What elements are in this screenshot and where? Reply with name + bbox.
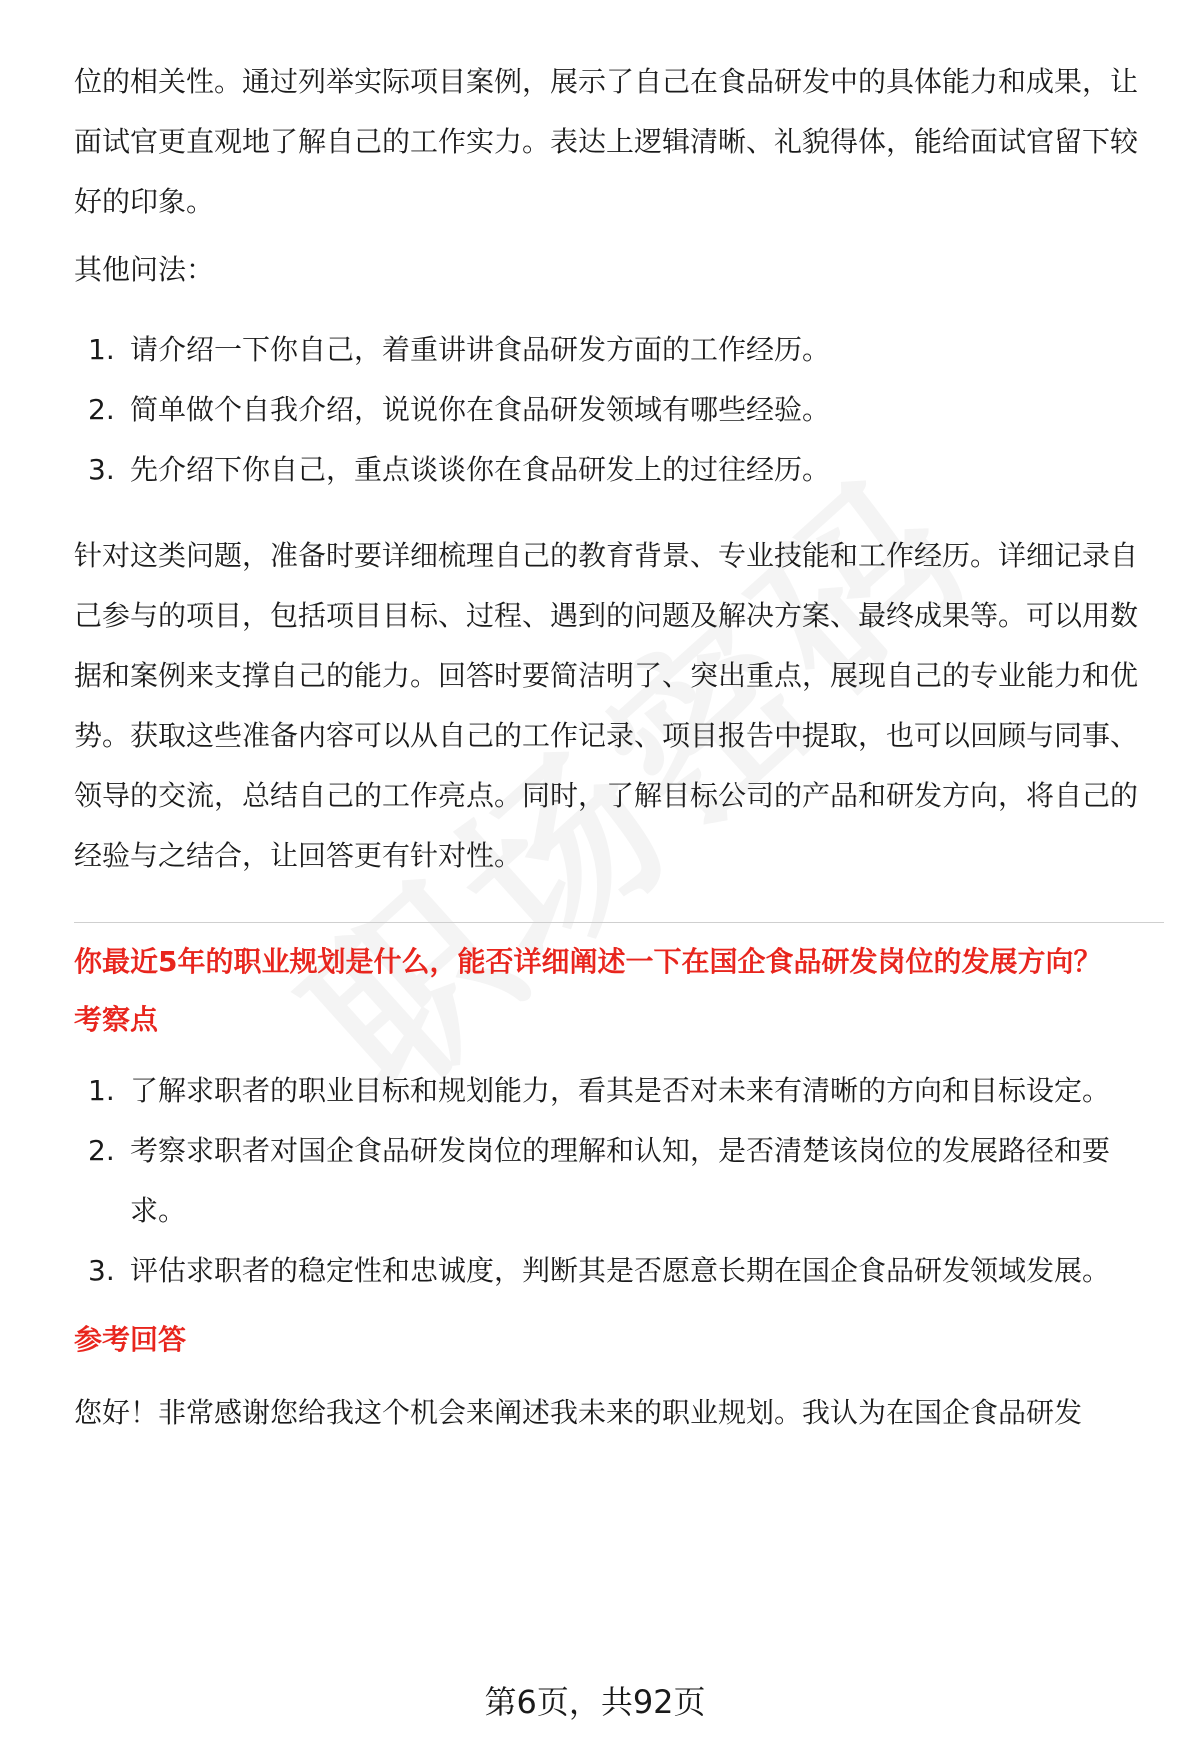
page-footer	[0, 1682, 1190, 1722]
list-item-text: 评估求职者的稳定性和忠诚度，判断其是否愿意长期在国企食品研发领域发展。	[130, 1254, 1111, 1287]
section-divider	[74, 922, 1164, 923]
list-number: 2.	[88, 393, 115, 426]
list-item	[74, 380, 1164, 440]
focus-label: 考察点	[74, 1003, 159, 1036]
intro-paragraph: 位的相关性。通过列举实际项目案例，展示了自己在食品研发中的具体能力和成果，让面试官更直观地了解自己的工作实力。表达上逻辑清晰、礼貌得体，能给面试官留下较好的印象。	[74, 65, 1139, 218]
focus-list	[74, 1061, 1164, 1301]
list-item-text: 了解求职者的职业目标和规划能力，看其是否对未来有清晰的方向和目标设定。	[130, 1074, 1111, 1107]
answer-paragraph: 您好！非常感谢您给我这个机会来阐述我未来的职业规划。我认为在国企食品研发	[74, 1396, 1083, 1429]
document-body	[74, 52, 1164, 1443]
page-number: 第6页，共92页	[484, 1683, 706, 1721]
prep-paragraph: 针对这类问题，准备时要详细梳理自己的教育背景、专业技能和工作经历。详细记录自己参与的项目，包括项目目标、过程、遇到的问题及解决方案、最终成果等。可以用数据和案例来支撑自己的能力。回答时要简洁明了、突出重点，展现自己的专业能力和优势。获取这些准备内容可以从自己的工作记录、项目报告中提取，也可以回顾与同事、领导的交流，总结自己的工作亮点。同时，了解目标公司的产品和研发方向，将自己的经验与之结合，让回答更有针对性。	[74, 539, 1139, 872]
list-item	[74, 320, 1164, 380]
list-number: 2.	[88, 1134, 115, 1167]
list-number: 3.	[88, 1254, 115, 1287]
list-item	[74, 1121, 1164, 1241]
list-item	[74, 1061, 1164, 1121]
list-number: 1.	[88, 1074, 115, 1107]
other-questions-list	[74, 320, 1164, 500]
list-item-text: 请介绍一下你自己，着重讲讲食品研发方面的工作经历。	[130, 333, 831, 366]
question-title: 你最近5年的职业规划是什么，能否详细阐述一下在国企食品研发岗位的发展方向？	[74, 945, 1102, 978]
list-item-text: 先介绍下你自己，重点谈谈你在食品研发上的过往经历。	[130, 453, 831, 486]
list-item-text: 考察求职者对国企食品研发岗位的理解和认知，是否清楚该岗位的发展路径和要求。	[130, 1134, 1111, 1227]
other-questions-label: 其他问法：	[74, 253, 215, 286]
list-item-text: 简单做个自我介绍，说说你在食品研发领域有哪些经验。	[130, 393, 831, 426]
list-number: 3.	[88, 453, 115, 486]
list-number: 1.	[88, 333, 115, 366]
list-item	[74, 440, 1164, 500]
list-item	[74, 1241, 1164, 1301]
answer-label: 参考回答	[74, 1323, 187, 1356]
